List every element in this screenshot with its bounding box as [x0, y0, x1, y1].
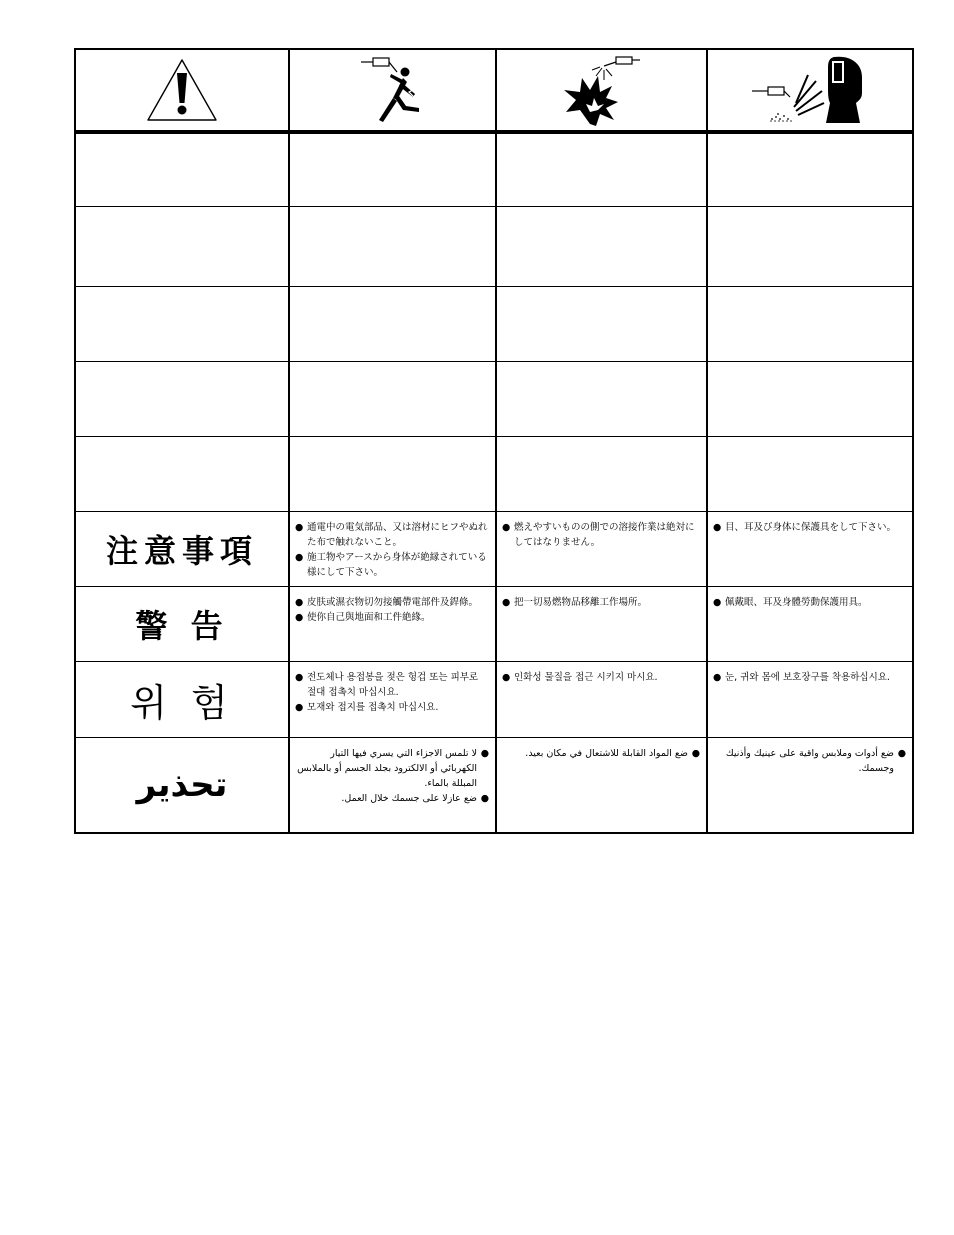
warning-text-electric-shock — [295, 670, 489, 715]
warning-item: ● 燃えやすいものの側での溶接作業は絶対にしてはなりません。 — [502, 520, 700, 550]
warning-text-arc-rays — [713, 670, 906, 685]
blank-row — [76, 362, 912, 436]
warning-text-arc-rays — [713, 595, 906, 610]
icon-header-row — [76, 50, 912, 130]
explosion-fire-icon — [560, 54, 644, 126]
warning-text-arc-rays — [713, 520, 906, 535]
header-cell-arc-rays — [706, 50, 912, 130]
blank-row — [76, 287, 912, 361]
warning-item: ● 佩戴眼、耳及身體勞動保護用具。 — [713, 595, 906, 610]
safety-warning-table — [74, 48, 914, 834]
header-cell-explosion — [495, 50, 706, 130]
blank-row — [76, 207, 912, 286]
warning-item: ● 인화성 물질을 접근 시키지 마시요. — [502, 670, 700, 685]
language-label: 注意事項 — [105, 532, 258, 570]
warning-text-fire — [502, 746, 700, 761]
language-label: 위 험 — [130, 681, 234, 725]
language-row-chinese — [76, 587, 912, 661]
blank-row — [76, 437, 912, 511]
warning-item: ● 使你自己與地面和工件絶緣。 — [295, 610, 489, 625]
warning-item: ● لا تلمس الاجزاء التي يسري فيها التيار الكهربائي أو الالكترود بجلد الجسم أو بالملابس المبللة بالماء. — [295, 746, 489, 791]
warning-item: ● ضع عازلا على جسمك خلال العمل. — [295, 791, 489, 806]
header-cell-electric-shock — [288, 50, 495, 130]
warning-triangle-icon — [146, 57, 218, 123]
warning-text-fire — [502, 670, 700, 685]
warning-item: ● 通電中の電気部品、又は溶材にヒフやぬれた布で触れないこと。 — [295, 520, 489, 550]
language-row-japanese — [76, 512, 912, 586]
warning-item: ● ضع أدوات وملابس واقية على عينيك وأذنيك وجسمك. — [713, 746, 906, 776]
warning-item: ● 把一切易燃物品移離工作場所。 — [502, 595, 700, 610]
warning-item: ● 전도체나 용접봉을 젖은 헝겁 또는 피부로 절대 접촉치 마십시요. — [295, 670, 489, 700]
blank-row — [76, 134, 912, 206]
language-label: 警 告 — [135, 607, 229, 645]
warning-item: ● 눈, 귀와 몸에 보호장구를 착용하십시요. — [713, 670, 906, 685]
warning-item: ● 모재와 접지를 접촉치 마십시요. — [295, 700, 489, 715]
warning-text-fire — [502, 595, 700, 610]
warning-text-arc-rays — [713, 746, 906, 776]
header-cell-warning — [76, 50, 288, 130]
welding-helmet-arc-rays-icon — [750, 53, 870, 127]
warning-item: ● 皮肤或濕衣物切勿接觸帶電部件及銲條。 — [295, 595, 489, 610]
warning-text-fire — [502, 520, 700, 550]
language-row-arabic — [76, 738, 912, 832]
electric-shock-icon — [353, 54, 433, 126]
warning-item: ● 施工物やアースから身体が絶縁されている様にして下さい。 — [295, 550, 489, 580]
warning-text-electric-shock — [295, 520, 489, 580]
language-label: تحذير — [136, 765, 228, 805]
warning-item: ● 目、耳及び身体に保護具をして下さい。 — [713, 520, 906, 535]
warning-text-electric-shock — [295, 746, 489, 806]
warning-item: ● ضع المواد القابلة للاشتعال في مكان بعيد. — [502, 746, 700, 761]
warning-text-electric-shock — [295, 595, 489, 625]
language-row-korean — [76, 662, 912, 737]
